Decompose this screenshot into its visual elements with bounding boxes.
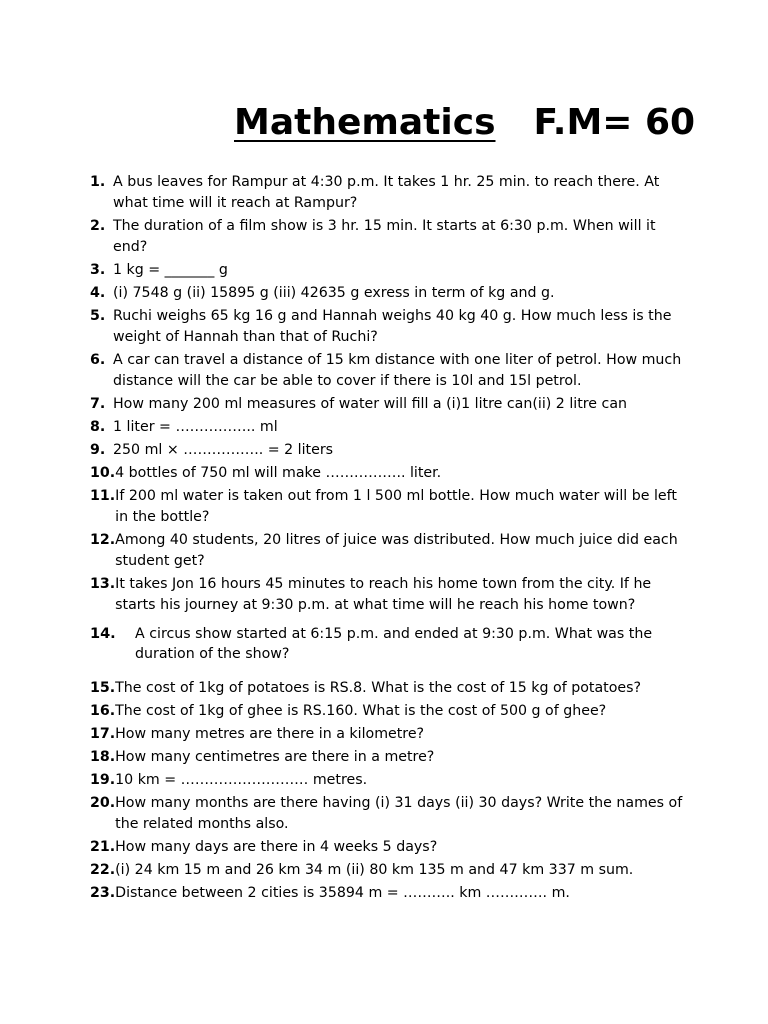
- question-text: 250 ml × …………….. = 2 liters: [113, 442, 334, 458]
- question-number: 23.: [90, 885, 116, 901]
- question-item: [90, 394, 690, 415]
- question-item: [90, 463, 690, 484]
- question-item: [90, 260, 690, 281]
- question-number: 18.: [90, 749, 116, 765]
- question-number: 1.: [90, 174, 106, 190]
- question-item: [90, 172, 690, 214]
- question-number: 3.: [90, 262, 106, 278]
- question-number: 9.: [90, 442, 106, 458]
- question-text: The cost of 1kg of ghee is RS.160. What is the cost of 500 g of ghee?: [115, 703, 607, 719]
- question-number: 16.: [90, 703, 116, 719]
- question-text: A car can travel a distance of 15 km distance with one liter of petrol. How much distance will the car be able to cover if there is 10l and 15l petrol.: [113, 352, 682, 389]
- question-number: 21.: [90, 839, 116, 855]
- question-number: 2.: [90, 218, 106, 234]
- question-item: [90, 574, 690, 616]
- question-number: 8.: [90, 419, 106, 435]
- question-number: 4.: [90, 285, 106, 301]
- question-number: 5.: [90, 308, 106, 324]
- question-text: (i) 7548 g (ii) 15895 g (iii) 42635 g exress in term of kg and g.: [113, 285, 555, 301]
- question-number: 20.: [90, 795, 116, 811]
- question-text: Ruchi weighs 65 kg 16 g and Hannah weighs 40 kg 40 g. How much less is the weight of Hannah than that of Ruchi?: [113, 308, 672, 345]
- question-item: [90, 486, 690, 528]
- full-marks: F.M= 60: [533, 102, 696, 143]
- question-text: How many months are there having (i) 31 days (ii) 30 days? Write the names of the related months also.: [115, 795, 683, 832]
- question-number: 22.: [90, 862, 116, 878]
- question-number: 12.: [90, 532, 116, 548]
- question-number: 19.: [90, 772, 116, 788]
- question-text: (i) 24 km 15 m and 26 km 34 m (ii) 80 km 135 m and 47 km 337 m sum.: [115, 862, 634, 878]
- question-item: [90, 770, 690, 791]
- question-number: 10.: [90, 465, 116, 481]
- question-text: 4 bottles of 750 ml will make …………….. liter.: [115, 465, 442, 481]
- question-text: 10 km = ……………………… metres.: [115, 772, 368, 788]
- question-text: Distance between 2 cities is 35894 m = ……….. km …………. m.: [115, 885, 570, 901]
- question-item: [90, 701, 690, 722]
- subject-heading: Mathematics: [234, 102, 496, 143]
- question-item: [90, 724, 690, 745]
- question-text: The cost of 1kg of potatoes is RS.8. What is the cost of 15 kg of potatoes?: [115, 680, 642, 696]
- question-number: 6.: [90, 352, 106, 368]
- question-number: 11.: [90, 488, 116, 504]
- question-text: A circus show started at 6:15 p.m. and ended at 9:30 p.m. What was the duration of the show?: [135, 626, 653, 662]
- question-item: [90, 678, 690, 699]
- question-text: It takes Jon 16 hours 45 minutes to reach his home town from the city. If he starts his journey at 9:30 p.m. at what time will he reach his home town?: [115, 576, 652, 613]
- question-item: [90, 306, 690, 348]
- question-item: [90, 283, 690, 304]
- question-text: 1 kg = _______ g: [113, 262, 228, 278]
- question-text: If 200 ml water is taken out from 1 l 500 ml bottle. How much water will be left in the bottle?: [115, 488, 677, 525]
- question-text: How many 200 ml measures of water will fill a (i)1 litre can(ii) 2 litre can: [113, 396, 628, 412]
- question-item: [90, 440, 690, 461]
- question-number: 15.: [90, 680, 116, 696]
- question-text: A bus leaves for Rampur at 4:30 p.m. It takes 1 hr. 25 min. to reach there. At what time will it reach at Rampur?: [113, 174, 660, 211]
- question-text: The duration of a film show is 3 hr. 15 min. It starts at 6:30 p.m. When will it end?: [113, 218, 656, 255]
- question-number: 13.: [90, 576, 116, 592]
- question-item: [90, 624, 690, 664]
- question-item: [90, 350, 690, 392]
- question-text: How many days are there in 4 weeks 5 days?: [115, 839, 438, 855]
- question-item: [90, 793, 690, 835]
- page-title: [234, 100, 695, 146]
- question-text: How many metres are there in a kilometre?: [115, 726, 425, 742]
- question-item: [90, 216, 690, 258]
- question-number: 7.: [90, 396, 106, 412]
- question-text: Among 40 students, 20 litres of juice was distributed. How much juice did each student get?: [115, 532, 678, 569]
- question-item: [90, 417, 690, 438]
- question-number: 17.: [90, 726, 116, 742]
- question-item: [90, 747, 690, 768]
- question-item: [90, 883, 690, 904]
- question-item: [90, 837, 690, 858]
- question-number: 14.: [90, 626, 116, 642]
- question-list: [90, 172, 690, 906]
- question-item: [90, 860, 690, 881]
- question-text: How many centimetres are there in a metre?: [115, 749, 435, 765]
- question-item: [90, 530, 690, 572]
- question-text: 1 liter = …………….. ml: [113, 419, 278, 435]
